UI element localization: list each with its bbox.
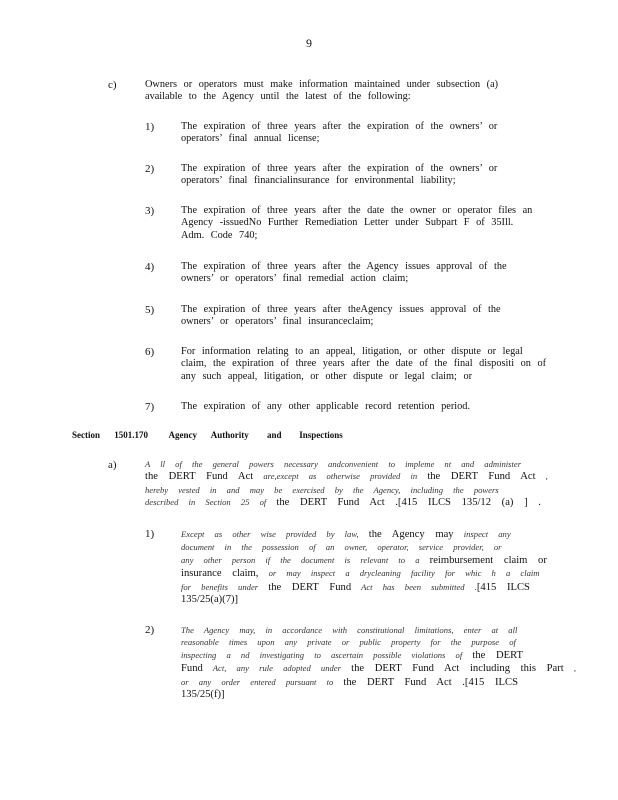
subitem-line: [181, 662, 576, 675]
subitem-line: [181, 554, 547, 567]
subitem-line: document in the possession of an owner, operator, service provider, or: [181, 542, 502, 553]
subitem-line: owners’ or operators’ final insuranceclaim;: [181, 316, 374, 328]
text-run: insurance claim,: [181, 568, 259, 580]
subitem-c7-text: [181, 401, 470, 413]
subitem-line: The expiration of three years after theAgency issues approval of the: [181, 304, 501, 315]
item-a-line: A ll of the general powers necessary andconvenient to impleme nt and administer: [145, 459, 522, 469]
text-run: for benefits under: [181, 581, 269, 592]
text-run: are,except as otherwise provided in: [253, 471, 428, 482]
page-number: 9: [306, 36, 312, 50]
subitem-line: operators’ final financialinsurance for environmental liability;: [181, 175, 456, 187]
subitem-line: claim, the expiration of three years after the date of the final dispositi on of: [181, 358, 547, 370]
text-run: ,: [535, 471, 548, 482]
text-run: Act, any rule adopted under: [202, 663, 352, 674]
statute-reference: the DERT Fund Act including this Part: [351, 663, 564, 675]
subitem-c1-marker: 1): [145, 121, 155, 133]
subitem-line: [181, 528, 536, 541]
section-title-word: and: [267, 430, 282, 440]
subitem-line: any such appeal, litigation, or other dispute or legal claim; or: [181, 370, 473, 382]
subitem-line: [181, 649, 536, 662]
text-run: Act has been submitted .: [351, 581, 477, 592]
subitem-c4-marker: 4): [145, 261, 155, 273]
text-run: Except as other wise provided by law,: [181, 529, 369, 539]
statute-reference: the DERT Fund Act: [145, 471, 254, 483]
item-c-marker: c): [108, 79, 117, 91]
subitem-c1-text: [181, 121, 497, 146]
text-run: described in Section 25 of: [145, 497, 277, 508]
subitem-a1-marker: 1): [145, 528, 155, 540]
citation: [415 ILCS: [476, 581, 530, 593]
subitem-line: For information relating to an appeal, litigation, or other dispute or legal: [181, 346, 523, 357]
text-run: any other person if the document is relevant to a: [181, 554, 430, 565]
item-c-text: [145, 79, 525, 104]
subitem-line: owners’ or operators’ final remedial action claim;: [181, 273, 409, 285]
subitem-c4-text: [181, 261, 507, 286]
text-run: or any order entered pursuant to: [181, 676, 344, 687]
subitem-a1-text: [181, 528, 547, 606]
subitem-line: The expiration of three years after the Agency issues approval of the: [181, 261, 507, 272]
statute-reference: the DERT Fund: [268, 581, 352, 593]
text-run: Fund: [181, 663, 203, 675]
subitem-c2-text: [181, 163, 497, 188]
item-a-text: [145, 458, 548, 510]
item-a-line: [145, 470, 548, 483]
citation: 135/25(a)(7)]: [181, 594, 239, 606]
subitem-a2-text: [181, 624, 576, 701]
text-run: inspect any: [453, 529, 511, 539]
subitem-line: operators’ final annual license;: [181, 133, 320, 145]
subitem-line: The expiration of three years after the date the owner or operator files an: [181, 205, 533, 216]
section-title-word: Authority: [210, 430, 249, 440]
subitem-c3-text: [181, 205, 532, 242]
text-run: ,: [563, 663, 576, 674]
text-run: inspecting a nd investigating to ascertain possible violations of: [181, 649, 473, 660]
item-c-line-2: available to the Agency until the latest of the following:: [145, 91, 411, 103]
subitem-line: The expiration of three years after the expiration of the owners’ or: [181, 121, 498, 132]
subitem-c2-marker: 2): [145, 163, 155, 175]
section-label: Section: [72, 430, 100, 440]
subitem-line: Adm. Code 740;: [181, 229, 258, 241]
citation: the DERT Fund Act .[415 ILCS 135/12 (a) ] .: [276, 497, 541, 509]
subitem-line: The Agency may, in accordance with constitutional limitations, enter at all: [181, 625, 518, 635]
statute-reference: the DERT Fund Act: [427, 471, 536, 483]
subitem-c6-marker: 6): [145, 346, 155, 358]
subitem-a2-marker: 2): [145, 624, 155, 636]
subitem-c7-marker: 7): [145, 401, 155, 413]
item-a-line: [145, 496, 541, 509]
text-run: the Agency may: [368, 529, 454, 540]
text-run: or may inspect a drycleaning facility for whic h a claim: [258, 568, 540, 579]
subitem-line: reasonable times upon any private or public property for the purpose of: [181, 637, 516, 648]
statute-reference: the DERT: [472, 649, 523, 661]
text-run: reimbursement claim or: [429, 554, 547, 566]
section-heading: [72, 430, 343, 440]
subitem-c6-text: [181, 346, 546, 383]
subitem-c3-marker: 3): [145, 205, 155, 217]
section-title-word: Inspections: [299, 430, 343, 440]
citation: Act .[415 ILCS: [426, 676, 518, 688]
subitem-line: The expiration of three years after the expiration of the owners’ or: [181, 163, 498, 174]
section-number: 1501.170: [114, 430, 148, 440]
subitem-c5-text: [181, 304, 501, 329]
item-c-line-1: Owners or operators must make information maintained under subsection (a): [145, 79, 499, 90]
item-a-marker: a): [108, 459, 117, 471]
subitem-line: [181, 581, 536, 594]
subitem-c5-marker: 5): [145, 304, 155, 316]
subitem-line: Agency -issuedNo Further Remediation Letter under Subpart F of 35Ill.: [181, 217, 514, 229]
subitem-line: [181, 567, 540, 580]
subitem-line: The expiration of any other applicable record retention period.: [181, 401, 471, 412]
statute-reference: the DERT Fund: [343, 676, 427, 688]
subitem-line: [181, 676, 536, 689]
item-a-line: hereby vested in and may be exercised by the Agency, including the powers: [145, 484, 499, 495]
section-title-word: Agency: [168, 430, 197, 440]
citation: 135/25(f)]: [181, 689, 225, 701]
